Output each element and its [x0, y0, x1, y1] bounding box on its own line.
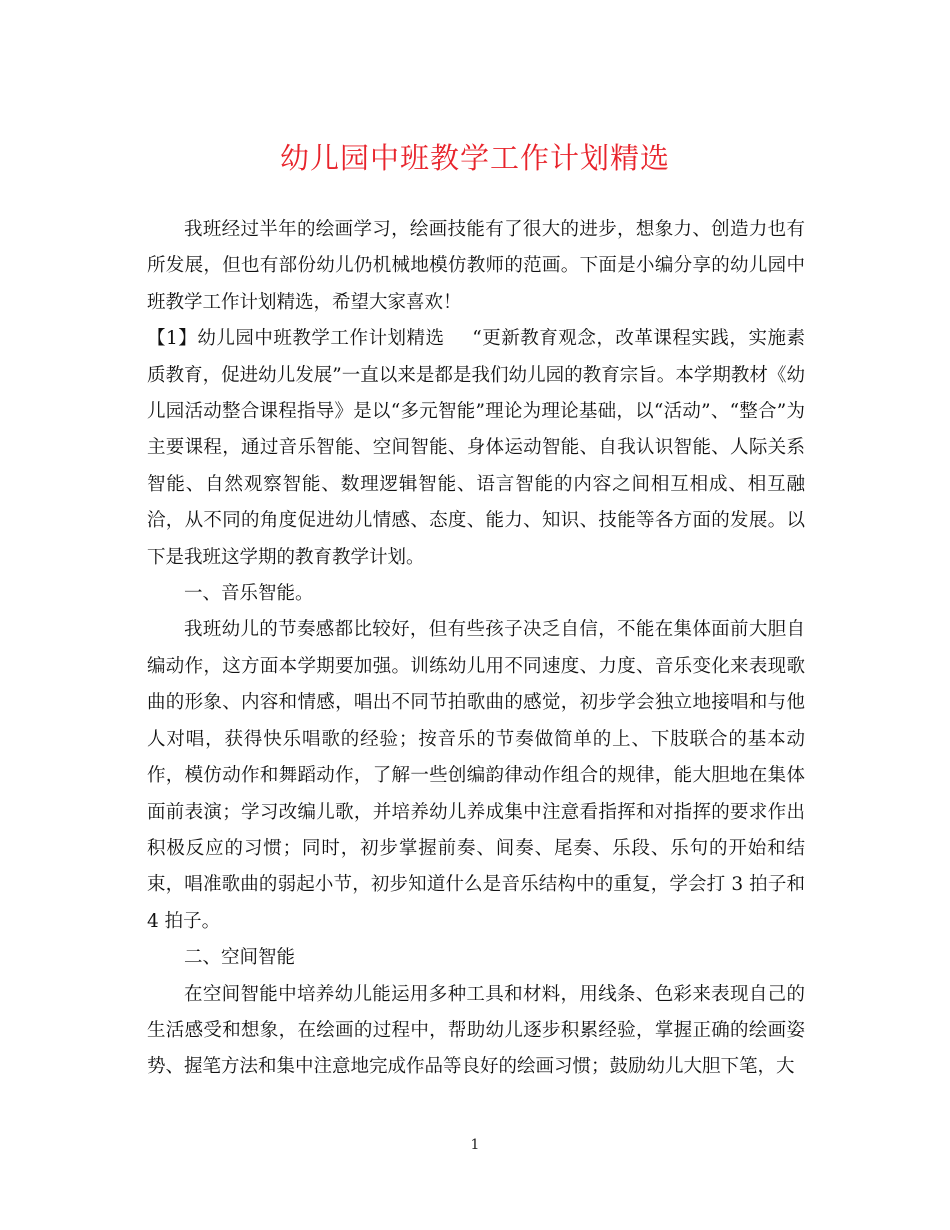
page-number: 1 — [470, 1137, 480, 1153]
document-body — [147, 212, 805, 1086]
intro-paragraph: 我班经过半年的绘画学习，绘画技能有了很大的进步，想象力、创造力也有所发展，但也有部份幼儿仍机械地模仿教师的范画。下面是小编分享的幼儿园中班教学工作计划精选，希望大家喜欢！ — [147, 219, 805, 313]
document-title: 幼儿园中班教学工作计划精选 — [279, 141, 670, 175]
space-heading: 二、空间智能 — [184, 947, 296, 969]
space-paragraph: 在空间智能中培养幼儿能运用多种工具和材料，用线条、色彩来表现自己的生活感受和想象，在绘画的过程中，帮助幼儿逐步积累经验，掌握正确的绘画姿势、握笔方法和集中注意地完成作品等良好的绘画习惯；鼓励幼儿大胆下笔，大 — [147, 983, 805, 1078]
section-1-spacer — [445, 328, 473, 349]
section-1-heading: 【1】幼儿园中班教学工作计划精选 — [147, 328, 445, 350]
section-1-paragraph — [147, 321, 805, 576]
music-paragraph: 我班幼儿的节奏感都比较好，但有些孩子决乏自信，不能在集体面前大胆自编动作，这方面本学期要加强。训练幼儿用不同速度、力度、音乐变化来表现歌曲的形象、内容和情感，唱出不同节拍歌曲的感觉，初步学会独立地接唱和与他人对唱，获得快乐唱歌的经验；按音乐的节奏做简单的上、下肢联合的基本动作，模仿动作和舞蹈动作，了解一些创编韵律动作组合的规律，能大胆地在集体面前表演；学习改编儿歌，并培养幼儿养成集中注意看指挥和对指挥的要求作出积极反应的习惯；同时，初步掌握前奏、间奏、尾奏、乐段、乐句的开始和结束，唱准歌曲的弱起小节，初步知道什么是音乐结构中的重复，学会打 3 拍子和 4 拍子。 — [147, 619, 805, 932]
music-heading: 一、音乐智能。 — [184, 583, 314, 605]
section-1-text: “更新教育观念，改革课程实践，实施素质教育，促进幼儿发展”一直以来是都是我们幼儿园的教育宗旨。本学期教材《幼儿园活动整合课程指导》是以“多元智能”理论为理论基础，以“活动”、“整合”为主要课程，通过音乐智能、空间智能、身体运动智能、自我认识智能、人际关系智能、自然观察智能、数理逻辑智能、语言智能的内容之间相互相成、相互融洽，从不同的角度促进幼儿情感、态度、能力、知识、技能等各方面的发展。以下是我班这学期的教育教学计划。 — [147, 328, 805, 568]
